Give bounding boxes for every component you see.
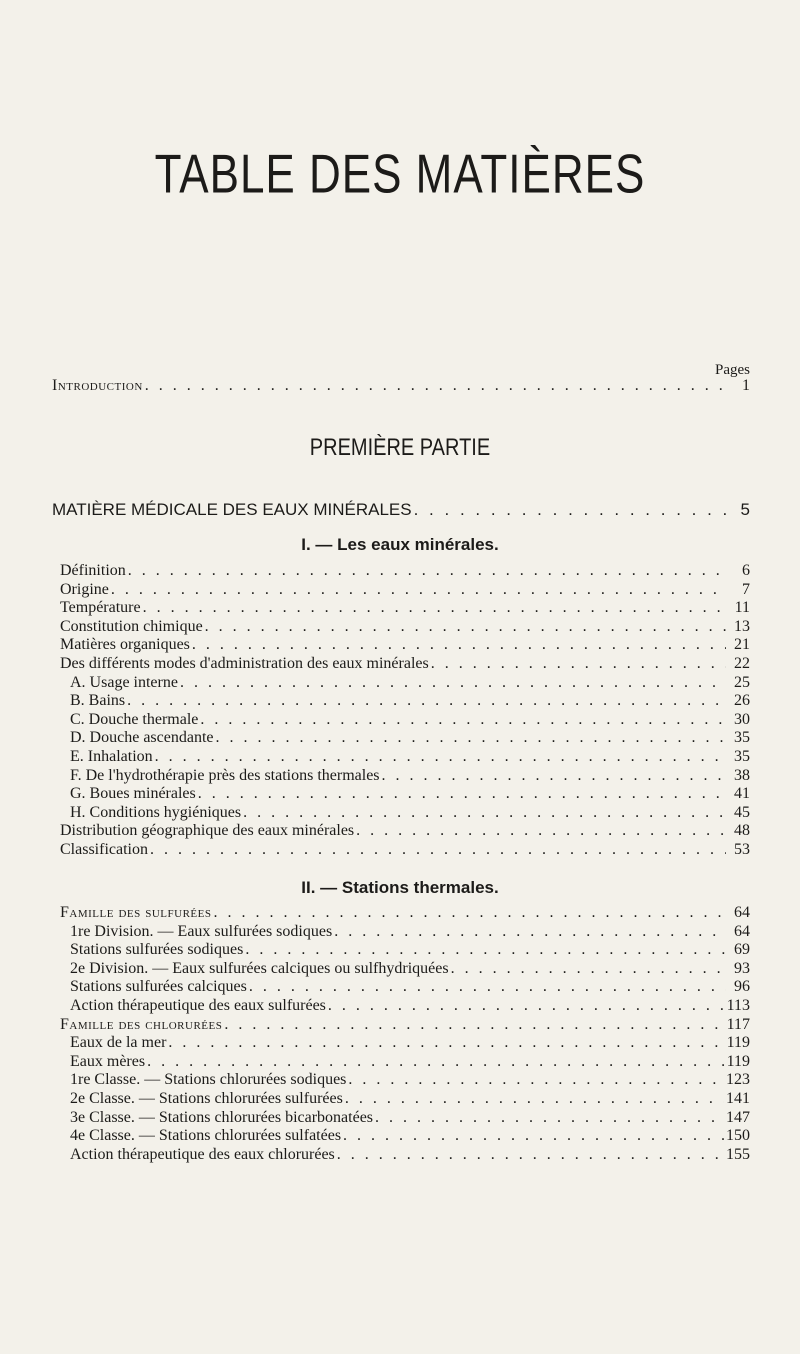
entry-page: 150 [726,1127,750,1145]
leader-dots [243,804,726,822]
entry-label: Matières organiques [60,636,190,654]
leader-dots [145,377,726,395]
entry-page: 25 [734,673,750,691]
leader-dots [249,978,726,996]
entry-label: E. Inhalation [70,747,153,765]
entry-page: 155 [726,1145,750,1163]
entry-label: Des différents modes d'administration des eaux minérales [60,654,429,672]
entry-label: 1re Classe. — Stations chlorurées sodiques [70,1071,347,1089]
entry-label: C. Douche thermale [70,710,199,728]
leader-dots [328,997,725,1015]
toc-main-heading[interactable] [52,500,750,518]
entry-label: Action thérapeutique des eaux sulfurées [70,996,326,1014]
toc-entry[interactable] [60,1090,750,1109]
leader-dots [334,923,726,941]
toc-entry[interactable] [60,581,750,600]
toc-entry[interactable] [60,997,750,1016]
toc-entry[interactable] [60,1053,750,1072]
toc-entry-introduction[interactable] [52,377,750,395]
toc-entry[interactable] [60,655,750,674]
toc-entry[interactable] [60,1034,750,1053]
entry-label: Stations sulfurées sodiques [70,941,244,959]
leader-dots [343,1127,724,1145]
entry-label: 4e Classe. — Stations chlorurées sulfatées [70,1127,342,1145]
toc-entry[interactable] [60,674,750,693]
leader-dots [356,822,726,840]
entry-label: D. Douche ascendante [70,729,214,747]
entry-label: Eaux mères [70,1052,146,1070]
leader-dots [147,1053,725,1071]
entry-label: Famille des sulfurées [60,904,212,921]
entry-page: 119 [726,1052,750,1070]
entry-label: 2e Classe. — Stations chlorurées sulfurées [70,1089,343,1107]
entry-page: 1 [742,377,750,394]
entry-label: Stations sulfurées calciques [70,978,247,996]
entry-page: 53 [734,840,750,858]
entry-label: Constitution chimique [60,617,203,635]
toc-entry[interactable] [60,804,750,823]
entry-page: 48 [734,822,750,840]
entry-label: 2e Division. — Eaux sulfurées calciques ou sulfhydriquées [70,959,449,977]
entry-page: 141 [726,1089,750,1107]
entry-page: 35 [734,729,750,747]
page-title: TABLE DES MATIÈRES [154,143,646,205]
leader-dots [155,748,726,766]
toc-entry[interactable] [60,599,750,618]
entry-page: 69 [734,941,750,959]
entry-label: Distribution géographique des eaux minérales [60,822,355,840]
leader-dots [127,692,726,710]
entry-page: 38 [734,766,750,784]
leader-dots [245,941,726,959]
leader-dots [198,785,726,803]
leader-dots [451,960,726,978]
entry-label: 1re Division. — Eaux sulfurées sodiques [70,922,333,940]
leader-dots [180,674,726,692]
entry-page: 123 [726,1071,750,1089]
section-title: I. — Les eaux minérales. [301,535,499,554]
leader-dots [192,636,726,654]
entry-page: 45 [734,803,750,821]
toc-entry[interactable] [60,941,750,960]
leader-dots [128,562,726,580]
entry-page: 7 [742,580,750,598]
toc-entry[interactable] [60,1127,750,1146]
toc-entry[interactable] [60,904,750,923]
entry-label: Origine [60,580,109,598]
section-title: II. — Stations thermales. [301,878,499,897]
toc-entry[interactable] [60,562,750,581]
toc-entry[interactable] [60,1109,750,1128]
entry-page: 11 [734,599,750,617]
leader-dots [375,1109,724,1127]
entry-label: 3e Classe. — Stations chlorurées bicarbonatées [70,1108,374,1126]
entry-page: 6 [742,562,750,579]
entry-label: Eaux de la mer [70,1034,167,1052]
entry-page: 93 [734,959,750,977]
toc-list-section2 [60,904,750,1164]
leader-dots [143,599,726,617]
toc-entry[interactable] [60,729,750,748]
entry-label: Classification [60,840,148,858]
entry-page: 117 [726,1015,750,1033]
leader-dots [200,711,726,729]
part-title: PREMIÈRE PARTIE [309,434,491,462]
entry-label: Action thérapeutique des eaux chlorurées [70,1145,335,1163]
leader-dots [348,1071,724,1089]
entry-label: Température [60,599,141,617]
toc-entry[interactable] [60,923,750,942]
entry-page: 13 [734,617,750,635]
entry-page: 22 [734,654,750,672]
toc-entry[interactable] [60,1016,750,1035]
toc-entry[interactable] [60,748,750,767]
entry-page: 64 [734,904,750,921]
entry-label: A. Usage interne [70,673,178,691]
leader-dots [205,618,726,636]
toc-entry[interactable] [60,618,750,637]
toc-entry[interactable] [60,822,750,841]
toc-entry[interactable] [60,711,750,730]
toc-entry[interactable] [60,785,750,804]
toc-entry[interactable] [60,1071,750,1090]
leader-dots [216,729,727,747]
entry-page: 96 [734,978,750,996]
toc-list-section1 [60,562,750,860]
leader-dots [224,1016,724,1034]
entry-page: 64 [734,922,750,940]
leader-dots [337,1146,724,1164]
entry-page: 41 [734,785,750,803]
entry-page: 35 [734,747,750,765]
leader-dots [345,1090,724,1108]
leader-dots [382,767,726,785]
entry-label: Introduction [52,377,143,394]
entry-page: 147 [726,1108,750,1126]
entry-label: H. Conditions hygiéniques [70,803,242,821]
entry-label: Famille des chlorurées [60,1015,223,1033]
leader-dots [150,841,726,859]
entry-page: 113 [726,996,750,1014]
pages-column-label: Pages [715,362,750,378]
toc-entry[interactable] [60,1146,750,1165]
leader-dots [431,655,726,673]
leader-dots [213,904,726,922]
toc-entry[interactable] [60,960,750,979]
entry-page: 21 [734,636,750,654]
entry-page: 119 [726,1034,750,1052]
entry-label: F. De l'hydrothérapie près des stations thermales [70,766,380,784]
entry-page: 26 [734,692,750,710]
toc-entry[interactable] [60,636,750,655]
leader-dots [111,581,726,599]
entry-label: B. Bains [70,692,126,710]
toc-entry[interactable] [60,841,750,860]
toc-entry[interactable] [60,767,750,786]
leader-dots [168,1034,724,1052]
entry-label: Définition [60,562,126,579]
entry-label: MATIÈRE MÉDICALE DES EAUX MINÉRALES [52,500,412,518]
entry-page: 30 [734,710,750,728]
toc-entry[interactable] [60,692,750,711]
entry-label: G. Boues minérales [70,785,196,803]
entry-page: 5 [740,500,750,518]
toc-entry[interactable] [60,978,750,997]
leader-dots [414,500,726,518]
